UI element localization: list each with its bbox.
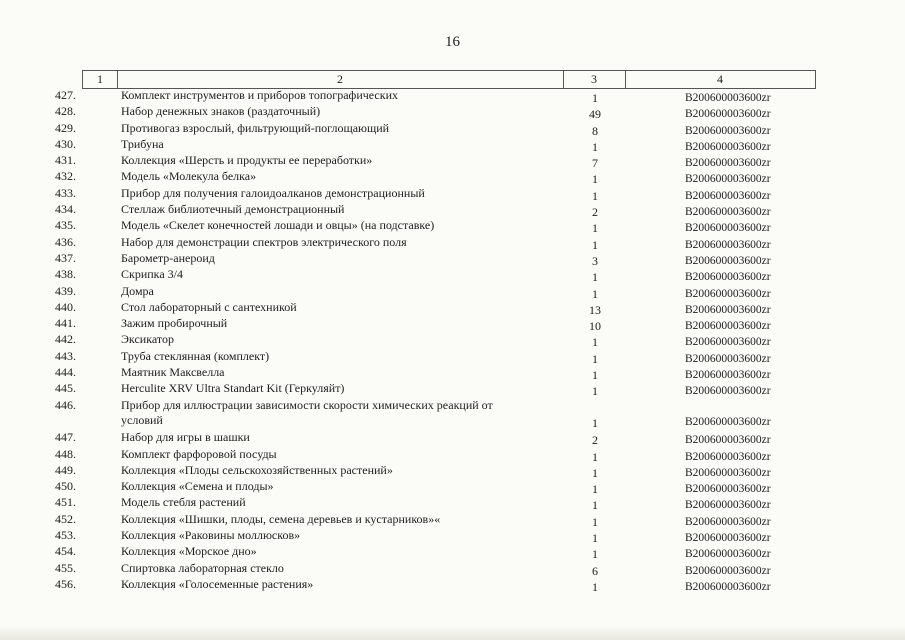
table-row xyxy=(55,251,815,267)
item-name: Коллекция «Голосеменные растения» xyxy=(121,576,314,591)
table-row xyxy=(55,561,815,577)
row-number: 437. xyxy=(55,250,76,265)
item-quantity: 1 xyxy=(592,514,598,529)
item-code: B200600003600zr xyxy=(685,206,771,219)
table-row xyxy=(55,202,815,218)
item-quantity: 8 xyxy=(592,123,598,138)
item-quantity: 2 xyxy=(592,433,598,448)
item-code: B200600003600zr xyxy=(685,564,771,577)
item-name: Комплект фарфоровой посуды xyxy=(121,446,277,461)
item-quantity: 13 xyxy=(589,302,601,317)
item-quantity: 1 xyxy=(592,270,598,285)
row-number: 445. xyxy=(55,381,76,396)
item-quantity: 1 xyxy=(592,449,598,464)
row-number: 439. xyxy=(55,283,76,298)
item-name: Набор для игры в шашки xyxy=(121,430,250,445)
table-row xyxy=(55,577,815,593)
item-quantity: 1 xyxy=(592,368,598,383)
table-row xyxy=(55,316,815,332)
item-quantity: 6 xyxy=(592,563,598,578)
table-row xyxy=(55,153,815,169)
table-row xyxy=(55,186,815,202)
item-code: B200600003600zr xyxy=(685,483,771,496)
item-quantity: 10 xyxy=(589,319,601,334)
table-row xyxy=(55,169,815,185)
item-code: B200600003600zr xyxy=(685,466,771,479)
item-name: Противогаз взрослый, фильтрующий-поглощающий xyxy=(121,120,390,135)
row-number: 438. xyxy=(55,267,76,282)
item-code: B200600003600zr xyxy=(685,271,771,284)
item-name: Коллекция «Шишки, плоды, семена деревьев и кустарников»« xyxy=(121,511,441,526)
row-number: 441. xyxy=(55,316,76,331)
item-code: B200600003600zr xyxy=(685,320,771,333)
table-body xyxy=(55,88,815,593)
row-number: 433. xyxy=(55,185,76,200)
item-quantity: 1 xyxy=(592,415,598,430)
row-number: 455. xyxy=(55,560,76,575)
item-quantity: 1 xyxy=(592,237,598,252)
item-quantity: 7 xyxy=(592,156,598,171)
table-row xyxy=(55,104,815,120)
table-row xyxy=(55,121,815,137)
item-code: B200600003600zr xyxy=(685,108,771,121)
row-number: 427. xyxy=(55,88,76,102)
row-number: 454. xyxy=(55,544,76,559)
item-quantity: 1 xyxy=(592,188,598,203)
item-code: B200600003600zr xyxy=(685,499,771,512)
row-number: 432. xyxy=(55,169,76,184)
table-row xyxy=(55,430,815,446)
table-row xyxy=(55,398,815,431)
item-code: B200600003600zr xyxy=(685,548,771,561)
row-number: 431. xyxy=(55,153,76,168)
item-code: B200600003600zr xyxy=(685,352,771,365)
item-code: B200600003600zr xyxy=(685,515,771,528)
item-quantity: 1 xyxy=(592,172,598,187)
table-row xyxy=(55,284,815,300)
item-quantity: 1 xyxy=(592,91,598,105)
row-number: 453. xyxy=(55,528,76,543)
item-code: B200600003600zr xyxy=(685,238,771,251)
table-row xyxy=(55,512,815,528)
item-name: Прибор для получения галоидоалканов демонстрационный xyxy=(121,185,425,200)
item-name: Комплект инструментов и приборов топографических xyxy=(121,88,398,102)
row-number: 436. xyxy=(55,234,76,249)
row-number: 444. xyxy=(55,365,76,380)
item-name: Барометр-анероид xyxy=(121,250,215,265)
item-quantity: 1 xyxy=(592,384,598,399)
item-name: Эксикатор xyxy=(121,332,174,347)
row-number: 440. xyxy=(55,299,76,314)
item-code: B200600003600zr xyxy=(685,189,771,202)
item-quantity: 1 xyxy=(592,498,598,513)
item-code: B200600003600zr xyxy=(685,450,771,463)
page-number: 16 xyxy=(445,34,460,50)
item-quantity: 1 xyxy=(592,351,598,366)
item-code: B200600003600zr xyxy=(685,222,771,235)
item-quantity: 3 xyxy=(592,253,598,268)
item-name: Домра xyxy=(121,283,154,298)
item-name: Маятник Максвелла xyxy=(121,365,225,380)
item-name: Коллекция «Семена и плоды» xyxy=(121,479,274,494)
item-quantity: 1 xyxy=(592,139,598,154)
row-number: 430. xyxy=(55,136,76,151)
item-quantity: 1 xyxy=(592,547,598,562)
table-row xyxy=(55,447,815,463)
table-header xyxy=(83,70,815,89)
table-row xyxy=(55,365,815,381)
row-number: 428. xyxy=(55,104,76,119)
table-row xyxy=(55,267,815,283)
item-code: B200600003600zr xyxy=(685,287,771,300)
item-name: Модель «Скелет конечностей лошади и овцы» (на подставке) xyxy=(121,218,435,233)
item-name: Коллекция «Морское дно» xyxy=(121,544,257,559)
row-number: 434. xyxy=(55,202,76,217)
row-number: 449. xyxy=(55,462,76,477)
header-col-3: 3 xyxy=(591,72,597,86)
item-name: Стол лабораторный с сантехникой xyxy=(121,299,297,314)
scan-edge xyxy=(0,626,905,640)
row-number: 456. xyxy=(55,576,76,591)
table-row xyxy=(55,349,815,365)
inventory-table xyxy=(55,70,816,594)
header-col-4: 4 xyxy=(717,72,723,86)
item-name: Набор для демонстрации спектров электрического поля xyxy=(121,234,407,249)
item-quantity: 1 xyxy=(592,221,598,236)
item-name: Спиртовка лабораторная стекло xyxy=(121,560,284,575)
row-number: 429. xyxy=(55,120,76,135)
item-code: B200600003600zr xyxy=(685,92,771,104)
table-row xyxy=(55,300,815,316)
table-row xyxy=(55,332,815,348)
item-quantity: 1 xyxy=(592,465,598,480)
row-number: 443. xyxy=(55,348,76,363)
item-name: Скрипка 3/4 xyxy=(121,267,183,282)
item-quantity: 49 xyxy=(589,107,601,122)
row-number: 435. xyxy=(55,218,76,233)
item-quantity: 1 xyxy=(592,286,598,301)
item-name: Модель стебля растений xyxy=(121,495,246,510)
item-code: B200600003600zr xyxy=(685,580,771,593)
item-quantity: 1 xyxy=(592,335,598,350)
row-number: 442. xyxy=(55,332,76,347)
row-number: 452. xyxy=(55,511,76,526)
table-row xyxy=(55,137,815,153)
row-number: 447. xyxy=(55,430,76,445)
item-code: B200600003600zr xyxy=(685,157,771,170)
item-name: Коллекция «Шерсть и продукты ее переработки» xyxy=(121,153,373,168)
item-code: B200600003600zr xyxy=(685,336,771,349)
item-quantity: 1 xyxy=(592,579,598,594)
item-name: Зажим пробирочный xyxy=(121,316,228,331)
table-row xyxy=(55,544,815,560)
item-name: Прибор для иллюстрации зависимости скорости химических реакций от условий xyxy=(121,397,493,427)
header-col-2: 2 xyxy=(337,72,343,86)
item-name: Модель «Молекула белка» xyxy=(121,169,257,184)
table-row xyxy=(55,528,815,544)
item-code: B200600003600zr xyxy=(685,303,771,316)
item-code: B200600003600zr xyxy=(685,140,771,153)
item-name: Трибуна xyxy=(121,136,164,151)
table-row xyxy=(55,495,815,511)
item-quantity: 1 xyxy=(592,482,598,497)
table-row xyxy=(55,463,815,479)
item-name: Herculite XRV Ultra Standart Kit (Геркуляйт) xyxy=(121,381,345,396)
item-name: Набор денежных знаков (раздаточный) xyxy=(121,104,321,119)
row-number: 451. xyxy=(55,495,76,510)
item-quantity: 1 xyxy=(592,531,598,546)
table-row xyxy=(55,88,815,104)
table-row xyxy=(55,218,815,234)
row-number: 446. xyxy=(55,397,76,412)
item-quantity: 2 xyxy=(592,205,598,220)
item-code: B200600003600zr xyxy=(685,434,771,447)
item-code: B200600003600zr xyxy=(685,254,771,267)
item-name: Коллекция «Плоды сельскохозяйственных растений» xyxy=(121,462,393,477)
item-code: B200600003600zr xyxy=(685,385,771,398)
item-code: B200600003600zr xyxy=(685,173,771,186)
row-number: 450. xyxy=(55,479,76,494)
table-row xyxy=(55,381,815,397)
item-code: B200600003600zr xyxy=(685,415,771,428)
row-number: 448. xyxy=(55,446,76,461)
item-name: Коллекция «Раковины моллюсков» xyxy=(121,528,301,543)
table-row xyxy=(55,479,815,495)
item-name: Труба стеклянная (комплект) xyxy=(121,348,270,363)
table-row xyxy=(55,235,815,251)
header-col-1: 1 xyxy=(97,72,103,86)
item-code: B200600003600zr xyxy=(685,369,771,382)
item-code: B200600003600zr xyxy=(685,532,771,545)
item-name: Стеллаж библиотечный демонстрационный xyxy=(121,202,345,217)
item-code: B200600003600zr xyxy=(685,124,771,137)
